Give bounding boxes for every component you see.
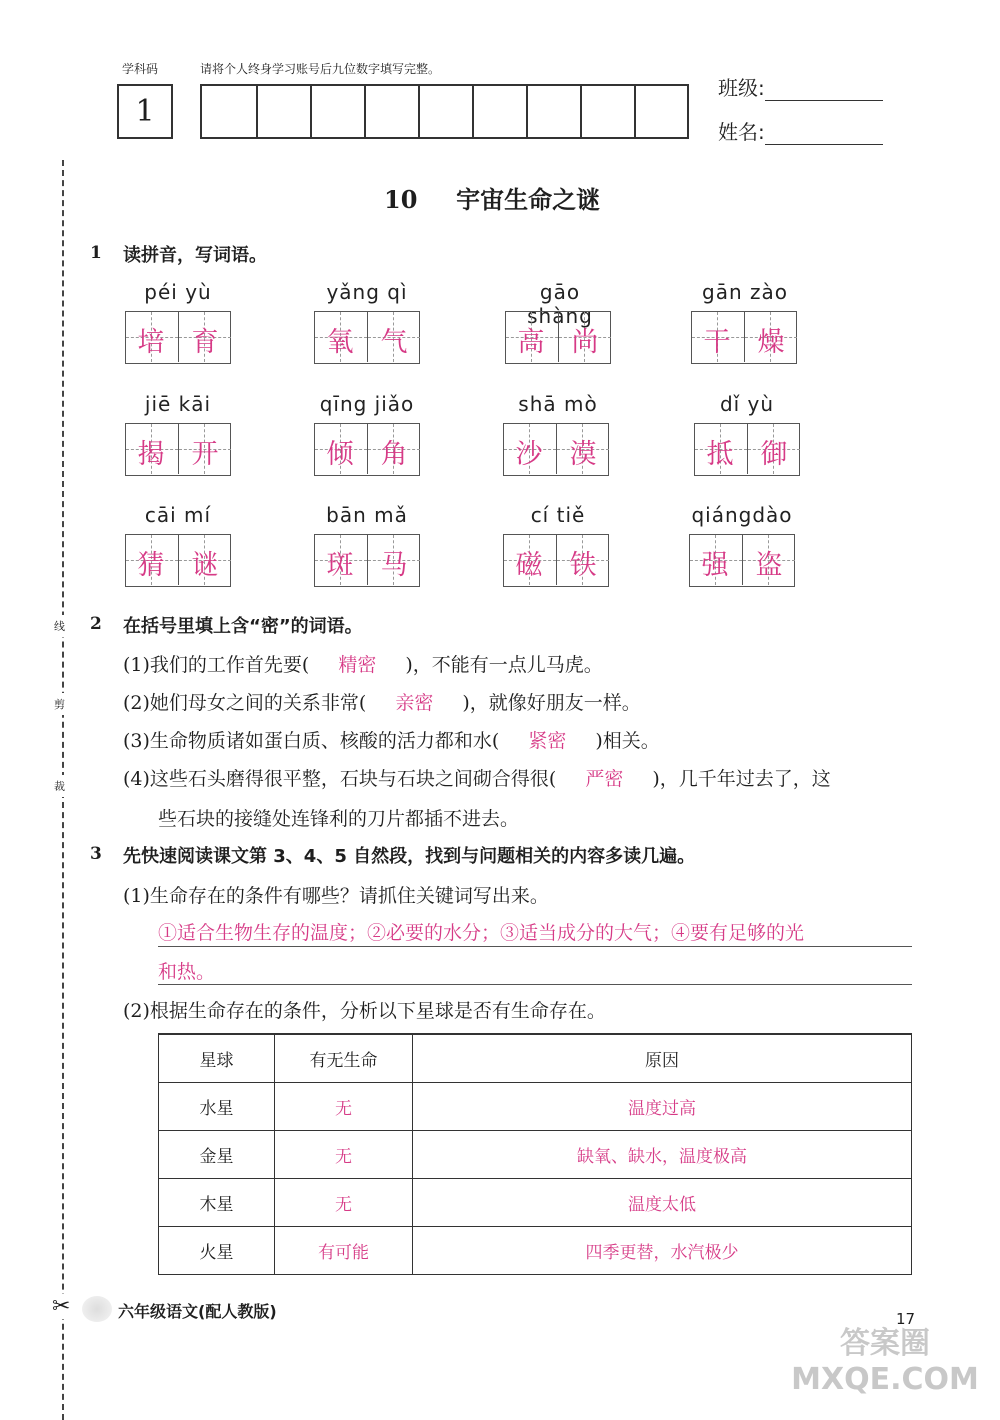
answer-char: 揭 — [137, 439, 165, 470]
name-field[interactable] — [718, 116, 883, 145]
answer-char: 开 — [191, 439, 219, 470]
watermark: 答案圈 MXQE.COM — [791, 1326, 979, 1397]
answer-char: 马 — [380, 550, 408, 581]
sentence-text: (4)这些石头磨得很平整，石块与石块之间砌合得很( — [123, 768, 557, 790]
subject-code-box — [117, 84, 173, 139]
planet-cell: 金星 — [159, 1131, 275, 1179]
class-blank[interactable] — [765, 78, 883, 101]
sentence-text: (1)我们的工作首先要( — [123, 654, 310, 676]
q3-answer-line-2[interactable]: 和热。 — [158, 961, 216, 983]
sentence-text: )，不能有一点儿马虎。 — [405, 654, 603, 676]
answer-char: 育 — [191, 327, 219, 358]
answer-char: 漠 — [569, 439, 597, 470]
class-field[interactable] — [718, 72, 883, 101]
planet-table — [158, 1033, 912, 1275]
pinyin: qīng jiǎo — [319, 392, 415, 416]
page-number: 17 — [896, 1310, 916, 1328]
answer-char: 沙 — [515, 439, 543, 470]
life-cell[interactable]: 无 — [275, 1179, 413, 1227]
reason-cell[interactable]: 温度过高 — [413, 1083, 912, 1131]
life-cell[interactable]: 无 — [275, 1131, 413, 1179]
margin-mark-cut: 剪 — [54, 693, 65, 715]
answer-box[interactable] — [125, 311, 231, 364]
answer-char: 盗 — [755, 550, 783, 581]
table-header: 星球 — [159, 1034, 275, 1083]
answer-box[interactable] — [314, 311, 420, 364]
table-row — [159, 1227, 912, 1275]
answer-char: 铁 — [569, 550, 597, 581]
q3-sub-2: (2)根据生命存在的条件，分析以下星球是否有生命存在。 — [123, 1000, 606, 1022]
margin-mark-line: 线 — [54, 615, 65, 637]
reason-cell[interactable]: 缺氧、缺水，温度极高 — [413, 1131, 912, 1179]
reason-cell[interactable]: 四季更替，水汽极少 — [413, 1227, 912, 1275]
name-label: 姓名: — [718, 120, 765, 144]
answer-char: 倾 — [326, 439, 354, 470]
planet-cell: 水星 — [159, 1083, 275, 1131]
answer-box[interactable] — [314, 423, 420, 476]
sentence-text: (3)生命物质诸如蛋白质、核酸的活力都和水( — [123, 730, 500, 752]
margin-mark-trim: 裁 — [54, 775, 65, 797]
answer-box[interactable] — [314, 534, 420, 587]
answer-char: 干 — [703, 327, 731, 358]
pinyin: gāo shàng — [527, 280, 593, 328]
q3-number: 3 — [90, 844, 102, 864]
answer-char: 尚 — [571, 327, 599, 358]
answer-char: 御 — [760, 439, 788, 470]
planet-cell: 火星 — [159, 1227, 275, 1275]
pinyin: yǎng qì — [326, 280, 408, 304]
table-header: 有无生命 — [275, 1034, 413, 1083]
answer-char: 谜 — [191, 550, 219, 581]
q2-sentence-3 — [123, 726, 660, 753]
answer-char: 强 — [701, 550, 729, 581]
answer-char: 磁 — [515, 550, 543, 581]
class-label: 班级: — [718, 76, 765, 100]
answer-blank[interactable]: 亲密 — [395, 692, 434, 714]
pinyin: gān zào — [702, 280, 788, 304]
account-instruction: 请将个人终身学习账号后九位数字填写完整。 — [200, 62, 441, 76]
q2-sentence-4 — [123, 764, 831, 791]
answer-box[interactable] — [125, 423, 231, 476]
q3-sub-1: (1)生命存在的条件有哪些？请抓住关键词写出来。 — [123, 885, 549, 907]
pinyin: dǐ yù — [719, 392, 775, 416]
life-cell[interactable]: 有可能 — [275, 1227, 413, 1275]
lesson-heading — [384, 180, 600, 215]
scissors-icon: ✂ — [52, 1294, 71, 1319]
pinyin: shā mò — [518, 392, 598, 416]
q1-prompt: 读拼音，写词语。 — [123, 245, 267, 266]
table-header: 原因 — [413, 1034, 912, 1083]
answer-box[interactable] — [689, 534, 795, 587]
name-blank[interactable] — [765, 122, 883, 145]
answer-box[interactable] — [694, 423, 800, 476]
answer-box[interactable] — [503, 423, 609, 476]
pinyin: bān mǎ — [326, 503, 408, 527]
q1-number: 1 — [90, 243, 102, 263]
pinyin: jiē kāi — [144, 392, 212, 416]
answer-char: 抵 — [706, 439, 734, 470]
q3-prompt: 先快速阅读课文第 3、4、5 自然段，找到与问题相关的内容多读几遍。 — [123, 846, 696, 867]
subject-code-value: 1 — [135, 94, 155, 129]
sentence-text: (2)她们母女之间的关系非常( — [123, 692, 367, 714]
table-row — [159, 1131, 912, 1179]
account-digit-boxes[interactable] — [200, 84, 689, 139]
subject-code-label: 学科码 — [122, 62, 159, 76]
life-cell[interactable]: 无 — [275, 1083, 413, 1131]
q2-sentence-1 — [123, 650, 603, 677]
table-row — [159, 1083, 912, 1131]
q2-sentence-4-cont: 些石块的接缝处连锋利的刀片都插不进去。 — [158, 808, 520, 830]
answer-char: 氧 — [326, 327, 354, 358]
answer-char: 气 — [380, 327, 408, 358]
pinyin: péi yù — [144, 280, 212, 304]
pinyin: cāi mí — [144, 503, 212, 527]
answer-blank[interactable]: 严密 — [585, 768, 624, 790]
answer-char: 斑 — [326, 550, 354, 581]
answer-underline — [158, 984, 912, 985]
answer-box[interactable] — [691, 311, 797, 364]
answer-char: 角 — [380, 439, 408, 470]
lesson-title: 宇宙生命之谜 — [456, 185, 601, 214]
answer-blank[interactable]: 紧密 — [528, 730, 567, 752]
answer-box[interactable] — [503, 534, 609, 587]
answer-char: 猜 — [137, 550, 165, 581]
answer-char: 燥 — [757, 327, 785, 358]
table-row — [159, 1179, 912, 1227]
q2-sentence-2 — [123, 688, 641, 715]
answer-box[interactable] — [505, 311, 611, 364]
planet-cell: 木星 — [159, 1179, 275, 1227]
answer-box[interactable] — [125, 534, 231, 587]
book-title: 六年级语文(配人教版) — [118, 1302, 277, 1321]
sentence-text: )相关。 — [595, 730, 660, 752]
table-header-row — [159, 1034, 912, 1083]
answer-underline — [158, 946, 912, 947]
sentence-text: )，就像好朋友一样。 — [462, 692, 641, 714]
sentence-text: )，几千年过去了，这 — [652, 768, 831, 790]
lesson-number: 10 — [384, 185, 418, 214]
answer-blank[interactable]: 精密 — [338, 654, 377, 676]
pinyin: cí tiě — [530, 503, 586, 527]
q2-prompt: 在括号里填上含“密”的词语。 — [123, 616, 363, 637]
q2-number: 2 — [90, 614, 102, 634]
pinyin: qiángdào — [691, 503, 793, 527]
q3-answer-line-1[interactable]: ①适合生物生存的温度；②必要的水分；③适当成分的大气；④要有足够的光 — [158, 922, 805, 944]
answer-char: 培 — [137, 327, 165, 358]
reason-cell[interactable]: 温度太低 — [413, 1179, 912, 1227]
star-badge-icon — [82, 1296, 112, 1322]
answer-char: 高 — [517, 327, 545, 358]
